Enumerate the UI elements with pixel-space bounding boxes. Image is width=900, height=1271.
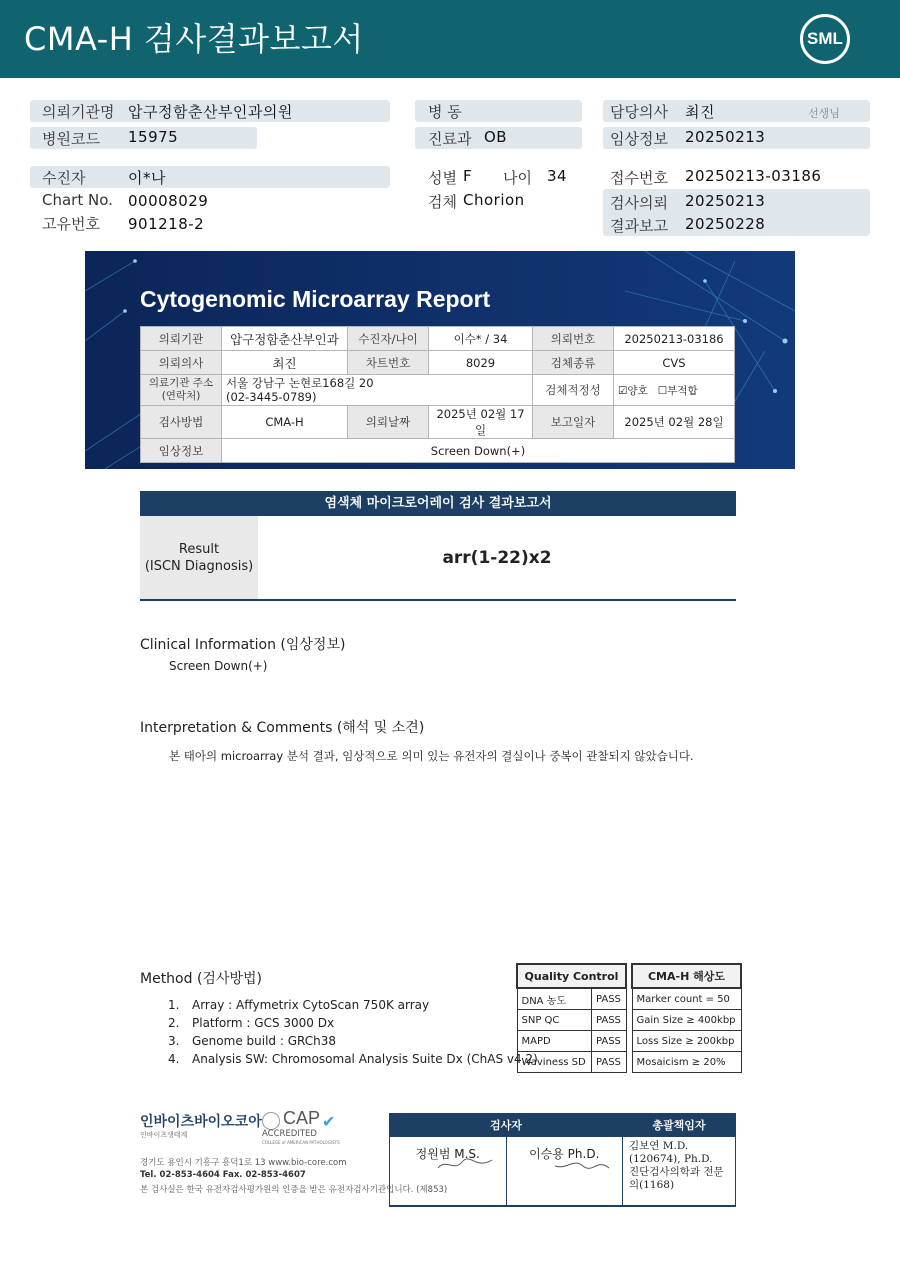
method-item	[168, 1050, 538, 1068]
interpretation-title: Interpretation & Comments (해석 및 소견)	[140, 720, 425, 736]
hosp-code-value: 15975	[128, 128, 179, 146]
clinical-label: 임상정보	[610, 130, 668, 148]
item-number: 1.	[168, 998, 180, 1012]
chart-label: Chart No.	[42, 191, 113, 209]
cell-label: 의뢰의사	[141, 351, 222, 375]
doctor-label: 담당의사	[610, 103, 668, 121]
clinical-text: Screen Down(+)	[169, 659, 268, 673]
cell-label: 검체종류	[533, 351, 614, 375]
accession-label: 접수번호	[610, 169, 668, 187]
company-name: 인바이츠바이오코아	[140, 1114, 262, 1130]
iscn-result: arr(1-22)x2	[442, 548, 552, 568]
cell-value: CVS	[614, 351, 735, 375]
director-line2: 진단검사의학과 전문의(1168)	[629, 1166, 724, 1191]
qc-row	[517, 1052, 626, 1073]
fit-bad-label: 부적합	[667, 384, 698, 397]
qc-table	[516, 963, 627, 1073]
cap-sub: ACCREDITED	[262, 1129, 317, 1139]
uid-label: 고유번호	[42, 215, 100, 233]
doctor-suffix: 선생님	[808, 107, 840, 120]
cell-value: 8029	[429, 351, 533, 375]
qc-result: PASS	[591, 1010, 626, 1031]
dept-label: 진료과	[428, 130, 472, 148]
cell-value: 2025년 02월 28일	[614, 406, 735, 439]
hosp-code-label: 병원코드	[42, 130, 100, 148]
method-item	[168, 996, 538, 1014]
empty-box-icon: ☐	[657, 384, 668, 397]
fit-ok-label: 양호	[627, 384, 648, 397]
examiner1-name: 정원범 M.S.	[415, 1147, 480, 1161]
company-sub: 인바이츠생태계	[140, 1131, 188, 1139]
item-number: 4.	[168, 1052, 180, 1066]
phone-line: (02-3445-0789)	[226, 390, 317, 404]
cell-label: 보고일자	[533, 406, 614, 439]
sex-label: 성별	[428, 169, 457, 187]
report-row-2	[141, 351, 735, 375]
report-row-4	[141, 406, 735, 439]
address-line: 서울 강남구 논현로168길 20	[226, 376, 374, 390]
result-rep-value: 20250228	[685, 215, 766, 233]
method-item	[168, 1032, 538, 1050]
item-number: 3.	[168, 1034, 180, 1048]
req-org-value: 압구정함춘산부인과의원	[128, 103, 293, 121]
report-title: Cytogenomic Microarray Report	[140, 286, 491, 312]
test-req-label: 검사의뢰	[610, 194, 668, 212]
qc-row	[517, 988, 626, 1010]
sex-value: F	[463, 167, 473, 185]
specimen-label: 검체	[428, 193, 457, 211]
director-line1: 김보연 M.D.(120674), Ph.D.	[629, 1140, 713, 1165]
address-cell	[222, 375, 533, 406]
report-row-5	[141, 439, 735, 463]
interpretation-text: 본 태아의 microarray 분석 결과, 임상적으로 의미 있는 유전자의 결실이나 중복이 관찰되지 않았습니다.	[169, 749, 694, 763]
page-title: CMA-H 검사결과보고서	[24, 20, 364, 58]
resolution-item: Marker count = 50	[632, 988, 741, 1010]
cell-value: 이수* / 34	[429, 327, 533, 351]
result-label-line2: (ISCN Diagnosis)	[144, 559, 254, 574]
resolution-item: Loss Size ≥ 200kbp	[632, 1031, 741, 1052]
examiner2-name: 이승용 Ph.D.	[529, 1147, 600, 1161]
item-number: 2.	[168, 1016, 180, 1030]
test-req-value: 20250213	[685, 192, 766, 210]
director-cell	[623, 1137, 736, 1207]
qc-title: Quality Control	[517, 964, 626, 988]
method-title: Method (검사방법)	[140, 971, 262, 987]
cell-label: 수진자/나이	[348, 327, 429, 351]
item-text: Analysis SW: Chromosomal Analysis Suite Dx (ChAS v4.2)	[192, 1052, 538, 1066]
cell-label: 의뢰날짜	[348, 406, 429, 439]
cell-value: 20250213-03186	[614, 327, 735, 351]
specimen-value: Chorion	[463, 191, 525, 209]
qc-row	[517, 1010, 626, 1031]
result-label	[140, 516, 258, 600]
result-divider	[140, 599, 736, 601]
doctor-value: 최진	[685, 103, 715, 121]
patient-value: 이*나	[128, 169, 166, 187]
sml-logo: SML	[800, 14, 850, 64]
result-rep-label: 결과보고	[610, 217, 668, 235]
qc-name: DNA 농도	[517, 988, 591, 1010]
examiner-header: 검사자	[390, 1114, 623, 1137]
cell-value: 최진	[222, 351, 348, 375]
qc-name: SNP QC	[517, 1010, 591, 1031]
notice-text: 본 검사실은 한국 유전자검사평가원의 인증을 받은 유전자검사기관입니다. (제853)	[140, 1185, 448, 1195]
cell-value: 2025년 02월 17일	[429, 406, 533, 439]
clinical-value: 20250213	[685, 128, 766, 146]
cell-label: 의뢰기관	[141, 327, 222, 351]
clinical-title: Clinical Information (임상정보)	[140, 637, 346, 653]
cell-value: 압구정함춘산부인과	[222, 327, 348, 351]
item-text: Genome build : GRCh38	[192, 1034, 336, 1048]
resolution-item: Gain Size ≥ 400kbp	[632, 1010, 741, 1031]
patient-label: 수진자	[42, 169, 86, 187]
fitness-cell	[614, 375, 735, 406]
qc-name: MAPD	[517, 1031, 591, 1052]
cell-value: Screen Down(+)	[222, 439, 735, 463]
cell-label: 의뢰번호	[533, 327, 614, 351]
report-row-3	[141, 375, 735, 406]
method-list	[168, 996, 538, 1068]
age-label: 나이	[503, 169, 532, 187]
qc-row	[517, 1031, 626, 1052]
dept-value: OB	[484, 128, 508, 146]
header-bar	[0, 0, 900, 78]
item-text: Platform : GCS 3000 Dx	[192, 1016, 335, 1030]
chart-value: 00008029	[128, 192, 209, 210]
cell-value: CMA-H	[222, 406, 348, 439]
ward-label: 병 동	[428, 103, 462, 121]
method-item	[168, 1014, 538, 1032]
cap-seal-icon	[262, 1112, 280, 1130]
address-text: 경기도 용인시 기흥구 흥덕1로 13 www.bio-core.com	[140, 1158, 347, 1168]
qc-result: PASS	[591, 1052, 626, 1073]
resolution-title: CMA-H 해상도	[632, 964, 741, 988]
cell-label: 차트번호	[348, 351, 429, 375]
qc-result: PASS	[591, 1031, 626, 1052]
result-label-line1: Result	[178, 542, 220, 557]
resolution-item: Mosaicism ≥ 20%	[632, 1052, 741, 1073]
cap-text: CAP	[283, 1108, 321, 1128]
signature-table	[389, 1113, 736, 1207]
cell-label: 임상정보	[141, 439, 222, 463]
report-summary-table	[140, 326, 735, 463]
qc-name: Waviness SD	[517, 1052, 591, 1073]
cap-small: COLLEGE of AMERICAN PATHOLOGISTS	[262, 1140, 340, 1145]
report-row-1	[141, 327, 735, 351]
report-banner	[85, 251, 795, 469]
check-icon: ✔	[322, 1112, 336, 1131]
tel-text: Tel. 02-853-4604 Fax. 02-853-4607	[140, 1170, 306, 1180]
cell-label: 의료기관 주소 (연락처)	[141, 375, 222, 406]
req-org-label: 의뢰기관명	[42, 103, 115, 121]
examiner2-cell	[506, 1137, 623, 1207]
accession-value: 20250213-03186	[685, 167, 822, 185]
checked-box-icon: ☑	[618, 384, 628, 397]
examiner1-cell	[390, 1137, 507, 1207]
age-value: 34	[547, 167, 568, 185]
item-text: Array : Affymetrix CytoScan 750K array	[192, 998, 430, 1012]
result-heading: 염색체 마이크로어레이 검사 결과보고서	[140, 491, 736, 516]
director-header: 총괄책임자	[623, 1114, 736, 1137]
resolution-table	[631, 963, 742, 1073]
cell-label: 검사방법	[141, 406, 222, 439]
uid-value: 901218-2	[128, 215, 205, 233]
cell-label: 검체적정성	[533, 375, 614, 406]
qc-result: PASS	[591, 988, 626, 1010]
